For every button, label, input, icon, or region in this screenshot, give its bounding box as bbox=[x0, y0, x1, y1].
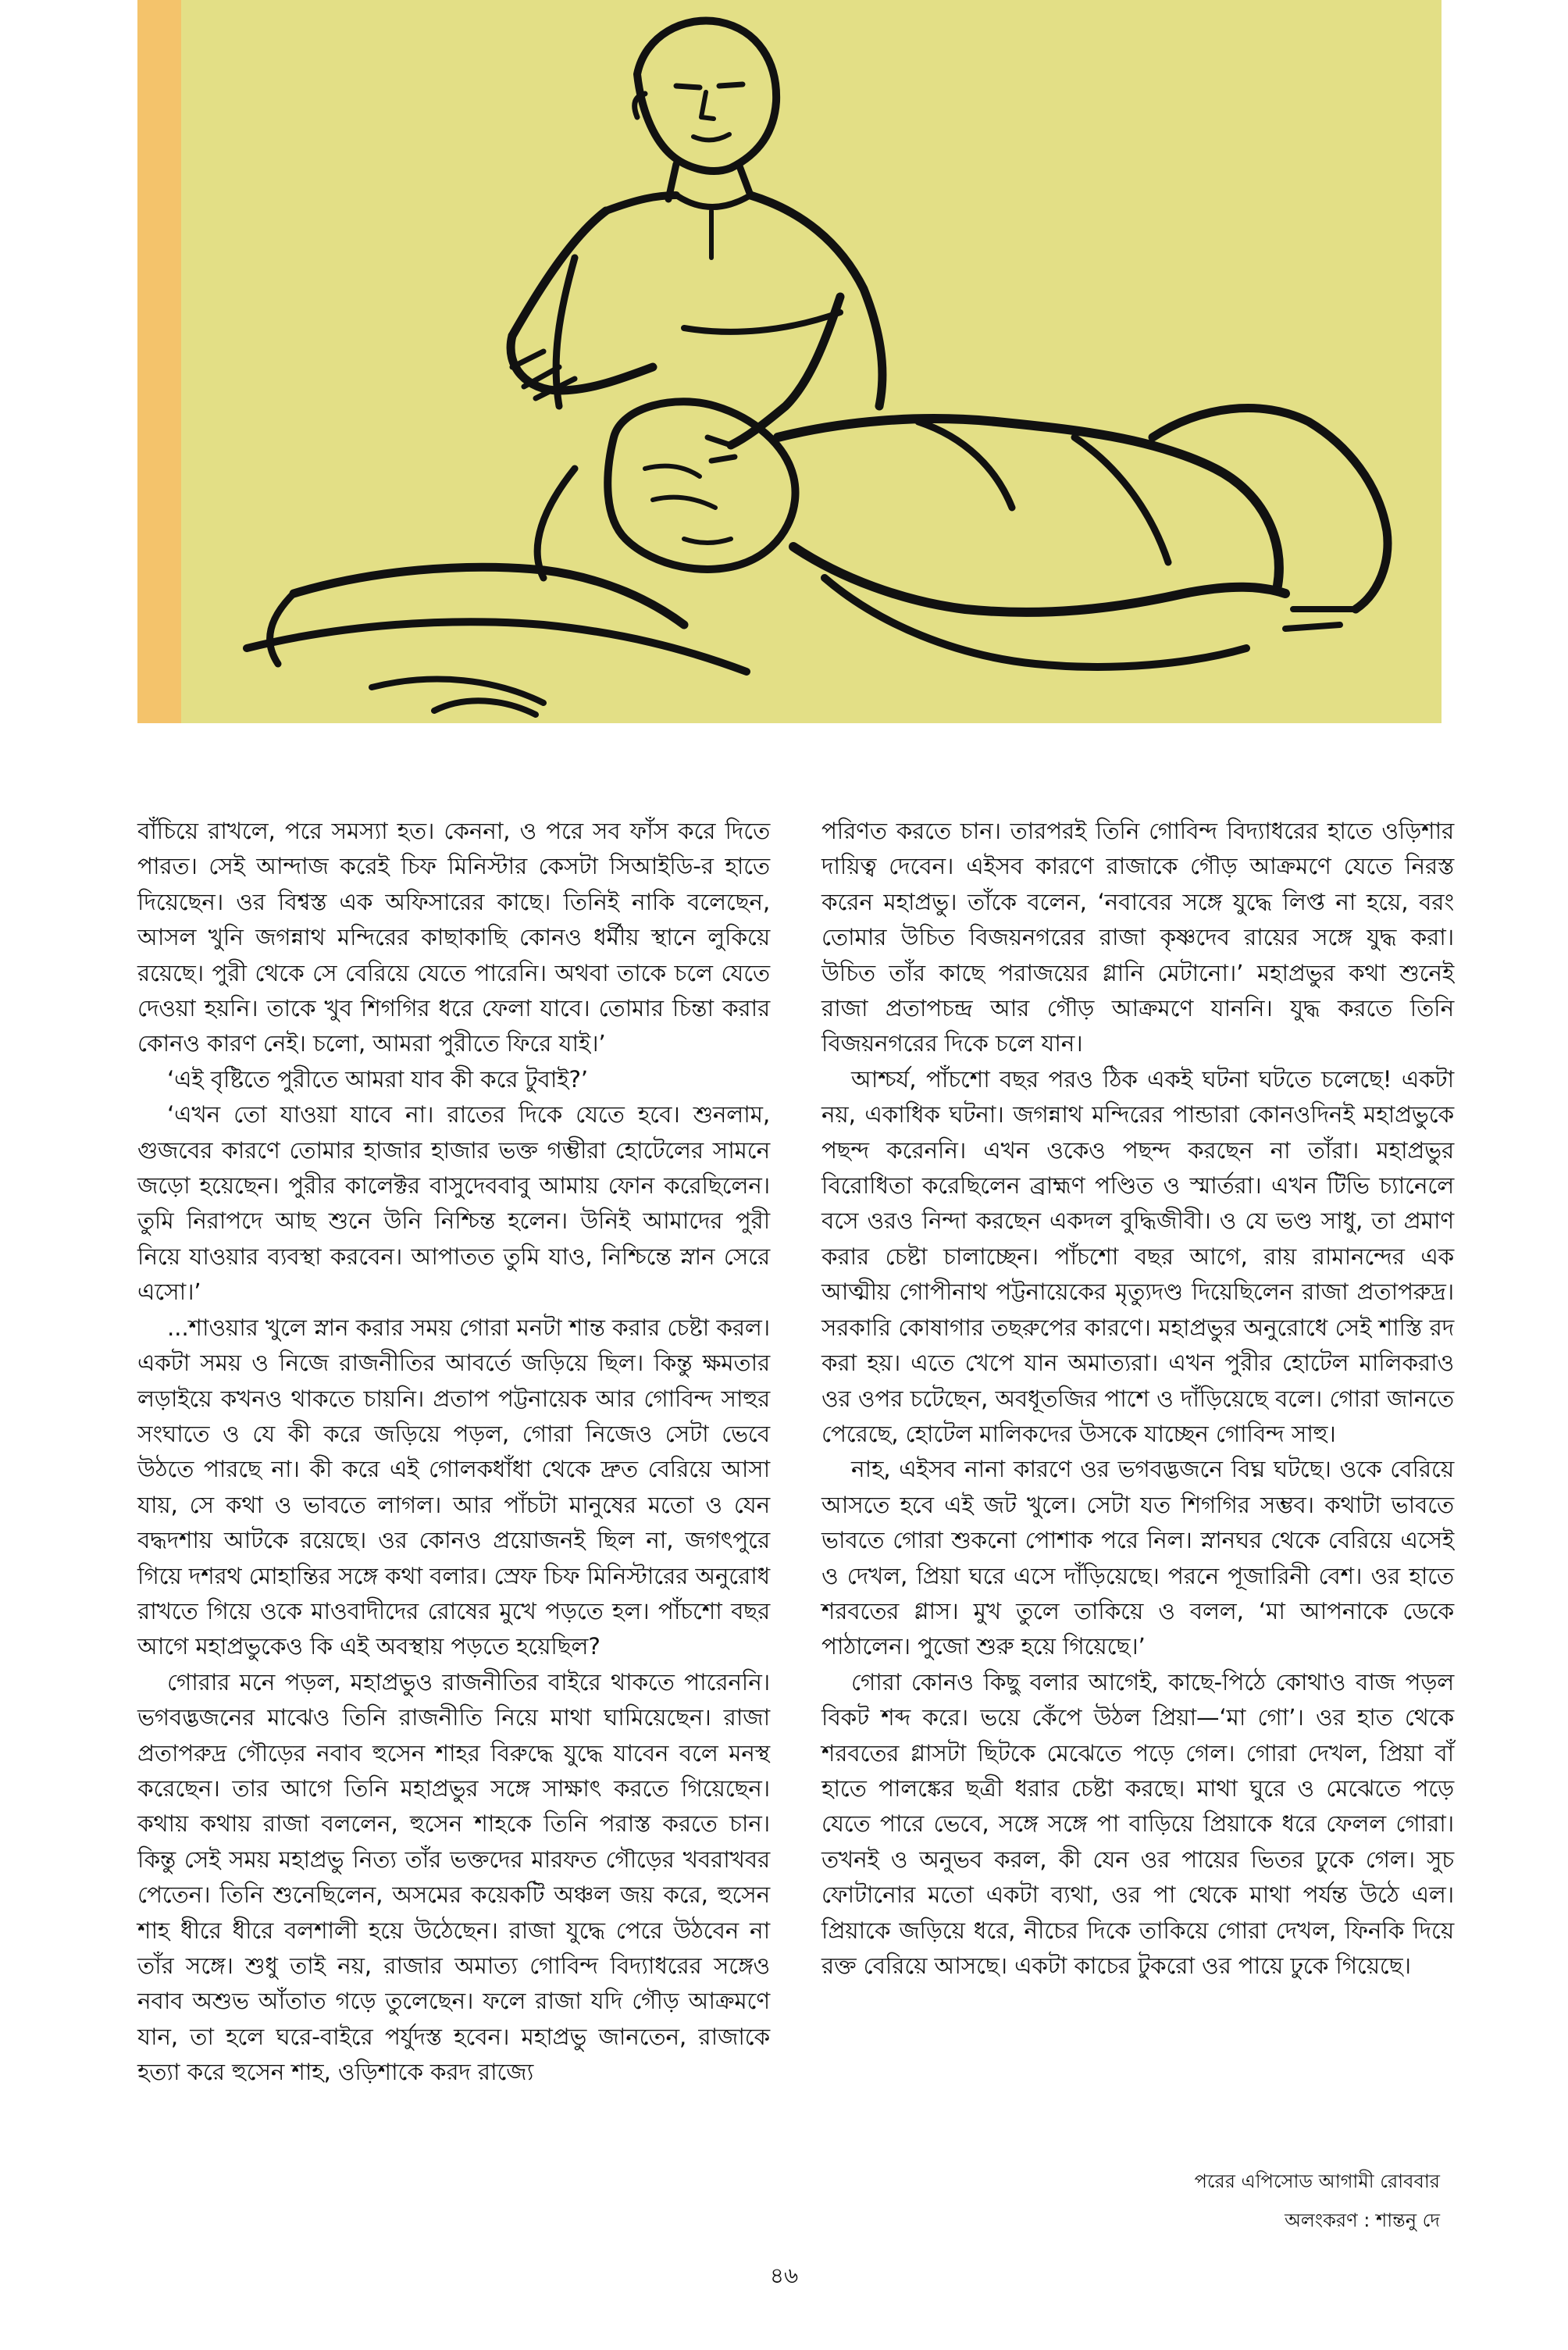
paragraph: আশ্চর্য, পাঁচশো বছর পরও ঠিক একই ঘটনা ঘটতে চলেছে! একটা নয়, একাধিক ঘটনা। জগন্নাথ মন্দিরের পান্ডারা কোনওদিনই মহাপ্রভুকে পছন্দ করেননি। এখন ওকেও পছন্দ করছেন না তাঁরা। মহাপ্রভুর বিরোধিতা করেছিলেন ব্রাহ্মণ পণ্ডিত ও স্মার্তরা। এখন টিভি চ্যানেলে বসে ওরও নিন্দা করছেন একদল বুদ্ধিজীবী। ও যে ভণ্ড সাধু, তা প্রমাণ করার চেষ্টা চালাচ্ছেন। পাঁচশো বছর আগে, রায় রামানন্দের এক আত্মীয় গোপীনাথ পট্টনায়েকের মৃত্যুদণ্ড দিয়েছিলেন রাজা প্রতাপরুদ্র। সরকারি কোষাগার তছরুপের কারণে। মহাপ্রভুর অনুরোধে সেই শাস্তি রদ করা হয়। এতে খেপে যান অমাত্যরা। এখন পুরীর হোটেল মালিকরাও ওর ওপর চটেছেন, অবধূতজির পাশে ও দাঁড়িয়েছে বলে। গোরা জানতে পেরেছে, হোটেল মালিকদের উসকে যাচ্ছেন গোবিন্দ সাহু। bbox=[821, 1065, 1454, 1447]
page-number: ৪৬ bbox=[769, 2263, 799, 2288]
paragraph: বাঁচিয়ে রাখলে, পরে সমস্যা হত। কেননা, ও পরে সব ফাঁস করে দিতে পারত। সেই আন্দাজ করেই চিফ মিনিস্টার কেসটা সিআইডি-র হাতে দিয়েছেন। ওর বিশ্বস্ত এক অফিসারের কাছে। তিনিই নাকি বলেছেন, আসল খুনি জগন্নাথ মন্দিরের কাছাকাছি কোনও ধর্মীয় স্থানে লুকিয়ে রয়েছে। পুরী থেকে সে বেরিয়ে যেতে পারেনি। অথবা তাকে চলে যেতে দেওয়া হয়নি। তাকে খুব শিগগির ধরে ফেলা যাবে। তোমার চিন্তা করার কোনও কারণ নেই। চলো, আমরা পুরীতে ফিরে যাই।’ bbox=[137, 818, 770, 1057]
illustrator-credit: অলংকরণ : শান্তনু দে bbox=[1285, 2209, 1440, 2231]
right-text-column bbox=[821, 814, 1454, 1984]
paragraph: নাহ, এইসব নানা কারণে ওর ভগবদ্ভজনে বিঘ্ন ঘটছে। ওকে বেরিয়ে আসতে হবে এই জট খুলে। সেটা যত শিগগির সম্ভব। কথাটা ভাবতে ভাবতে গোরা শুকনো পোশাক পরে নিল। স্নানঘর থেকে বেরিয়ে এসেই ও দেখল, প্রিয়া ঘরে এসে দাঁড়িয়েছে। পরনে পূজারিনী বেশ। ওর হাতে শরবতের গ্লাস। মুখ তুলে তাকিয়ে ও বলল, ‘মা আপনাকে ডেকে পাঠালেন। পুজো শুরু হয়ে গিয়েছে।’ bbox=[821, 1456, 1454, 1660]
man-tending-reclining-figure-drawing bbox=[137, 0, 1441, 723]
paragraph: গোরার মনে পড়ল, মহাপ্রভুও রাজনীতির বাইরে থাকতে পারেননি। ভগবদ্ভজনের মাঝেও তিনি রাজনীতি নিয়ে মাথা ঘামিয়েছেন। রাজা প্রতাপরুদ্র গৌড়ের নবাব হুসেন শাহর বিরুদ্ধে যুদ্ধে যাবেন বলে মনস্থ করেছেন। তার আগে তিনি মহাপ্রভুর সঙ্গে সাক্ষাৎ করতে গিয়েছেন। কথায় কথায় রাজা বললেন, হুসেন শাহকে তিনি পরাস্ত করতে চান। কিন্তু সেই সময় মহাপ্রভু নিত্য তাঁর ভক্তদের মারফত গৌড়ের খবরাখবর পেতেন। তিনি শুনেছিলেন, অসমের কয়েকটি অঞ্চল জয় করে, হুসেন শাহ ধীরে ধীরে বলশালী হয়ে উঠেছেন। রাজা যুদ্ধে পেরে উঠবেন না তাঁর সঙ্গে। শুধু তাই নয়, রাজার অমাত্য গোবিন্দ বিদ্যাধরের সঙ্গেও নবাব অশুভ আঁতাত গড়ে তুলেছেন। ফলে রাজা যদি গৌড় আক্রমণে যান, তা হলে ঘরে-বাইরে পর্যুদস্ত হবেন। মহাপ্রভু জানতেন, রাজাকে হত্যা করে হুসেন শাহ, ওড়িশাকে করদ রাজ্যে bbox=[137, 1668, 770, 2086]
next-episode-note: পরের এপিসোড আগামী রোববার bbox=[1194, 2170, 1440, 2192]
paragraph: গোরা কোনও কিছু বলার আগেই, কাছে-পিঠে কোথাও বাজ পড়ল বিকট শব্দ করে। ভয়ে কেঁপে উঠল প্রিয়া—‘মা গো’। ওর হাত থেকে শরবতের গ্লাসটা ছিটকে মেঝেতে পড়ে গেল। গোরা দেখল, প্রিয়া বাঁ হাতে পালঙ্কের ছত্রী ধরার চেষ্টা করছে। মাথা ঘুরে ও মেঝেতে পড়ে যেতে পারে ভেবে, সঙ্গে সঙ্গে পা বাড়িয়ে প্রিয়াকে ধরে ফেলল গোরা। তখনই ও অনুভব করল, কী যেন ওর পায়ের ভিতর ঢুকে গেল। সুচ ফোটানোর মতো একটা ব্যথা, ওর পা থেকে মাথা পর্যন্ত উঠে এল। প্রিয়াকে জড়িয়ে ধরে, নীচের দিকে তাকিয়ে গোরা দেখল, ফিনকি দিয়ে রক্ত বেরিয়ে আসছে। একটা কাচের টুকরো ওর পায়ে ঢুকে গিয়েছে। bbox=[821, 1668, 1454, 1979]
paragraph: পরিণত করতে চান। তারপরই তিনি গোবিন্দ বিদ্যাধরের হাতে ওড়িশার দায়িত্ব দেবেন। এইসব কারণে রাজাকে গৌড় আক্রমণে যেতে নিরস্ত করেন মহাপ্রভু। তাঁকে বলেন, ‘নবাবের সঙ্গে যুদ্ধে লিপ্ত না হয়ে, বরং তোমার উচিত বিজয়নগরের রাজা কৃষ্ণদেব রায়ের সঙ্গে যুদ্ধ করা। উচিত তাঁর কাছে পরাজয়ের গ্লানি মেটানো।’ মহাপ্রভুর কথা শুনেই রাজা প্রতাপচন্দ্র আর গৌড় আক্রমণে যাননি। যুদ্ধ করতে তিনি বিজয়নগরের দিকে চলে যান। bbox=[821, 818, 1454, 1057]
paragraph: ‘এখন তো যাওয়া যাবে না। রাতের দিকে যেতে হবে। শুনলাম, গুজবের কারণে তোমার হাজার হাজার ভক্ত গম্ভীরা হোটেলের সামনে জড়ো হয়েছেন। পুরীর কালেক্টর বাসুদেববাবু আমায় ফোন করেছিলেন। তুমি নিরাপদে আছ শুনে উনি নিশ্চিন্ত হলেন। উনিই আমাদের পুরী নিয়ে যাওয়ার ব্যবস্থা করবেন। আপাতত তুমি যাও, নিশ্চিন্তে স্নান সেরে এসো।’ bbox=[137, 1101, 770, 1306]
story-illustration bbox=[137, 0, 1441, 723]
left-text-column bbox=[137, 814, 770, 2091]
paragraph: ‘এই বৃষ্টিতে পুরীতে আমরা যাব কী করে টুবাই?’ bbox=[167, 1065, 588, 1093]
paragraph: ...শাওয়ার খুলে স্নান করার সময় গোরা মনটা শান্ত করার চেষ্টা করল। একটা সময় ও নিজে রাজনীতির আবর্তে জড়িয়ে ছিল। কিন্তু ক্ষমতার লড়াইয়ে কখনও থাকতে চায়নি। প্রতাপ পট্টনায়েক আর গোবিন্দ সাহুর সংঘাতে ও যে কী করে জড়িয়ে পড়ল, গোরা নিজেও সেটা ভেবে উঠতে পারছে না। কী করে এই গোলকধাঁধা থেকে দ্রুত বেরিয়ে আসা যায়, সে কথা ও ভাবতে লাগল। আর পাঁচটা মানুষের মতো ও যেন বদ্ধদশায় আটকে রয়েছে। ওর কোনও প্রয়োজনই ছিল না, জগৎপুরে গিয়ে দশরথ মোহান্তির সঙ্গে কথা বলার। স্রেফ চিফ মিনিস্টারের অনুরোধ রাখতে গিয়ে ওকে মাওবাদীদের রোষের মুখে পড়তে হল। পাঁচশো বছর আগে মহাপ্রভুকেও কি এই অবস্থায় পড়তে হয়েছিল? bbox=[137, 1314, 770, 1660]
